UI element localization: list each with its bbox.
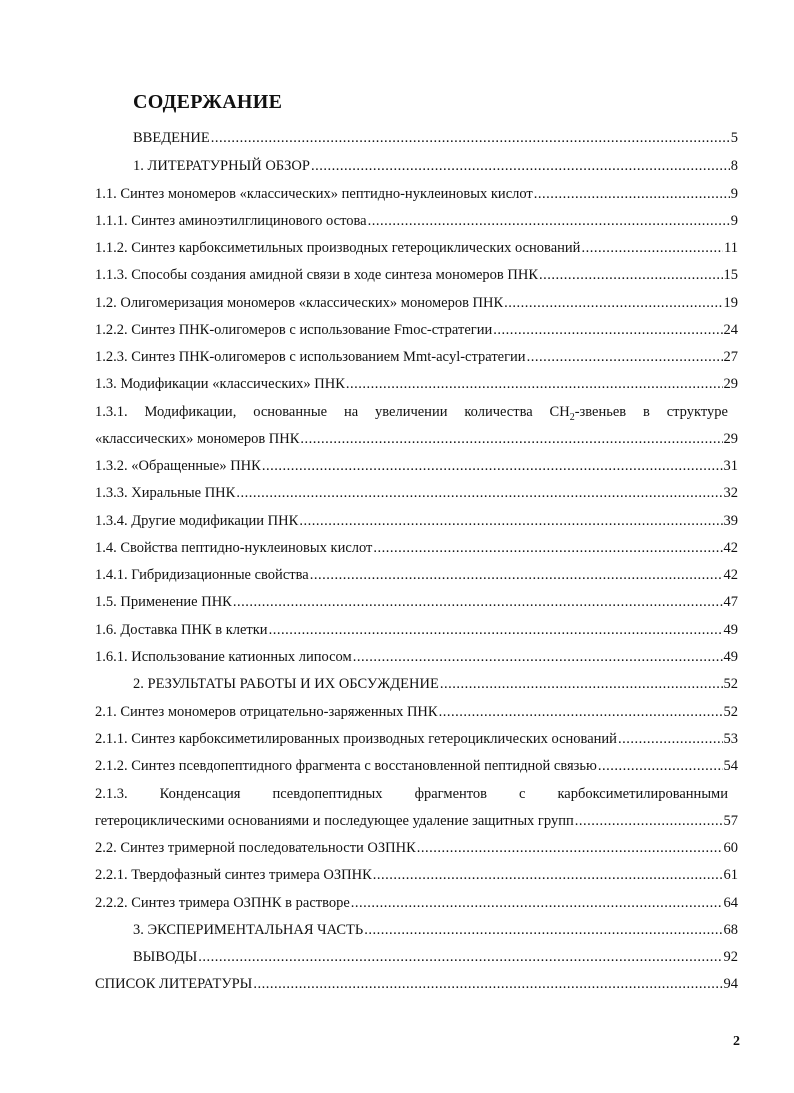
word: псевдопептидных [272,786,383,802]
toc-entry-label: «классических» мономеров ПНК [95,431,300,447]
toc-entry-page: 49 [723,622,738,638]
formula-suffix: -звеньев [574,404,627,420]
toc-entry[interactable] [95,730,738,748]
toc-entry-page: 8 [730,158,738,174]
dot-leader [575,812,723,830]
toc-entry[interactable] [133,921,738,939]
toc-entry-label: 1.3.4. Другие модификации ПНК [95,513,299,529]
dot-leader [233,593,723,611]
toc-entry-label: 2.1.2. Синтез псевдопептидного фрагмента с восстановленной пептидной связью [95,758,597,774]
toc-entry-page: 60 [723,840,738,856]
dot-leader [262,457,723,475]
toc-entry[interactable] [95,484,738,502]
toc-entry[interactable] [95,375,738,393]
toc-entry-label: 1.6. Доставка ПНК в клетки [95,622,268,638]
toc-entry[interactable] [95,866,738,884]
toc-entry-label: 1.5. Применение ПНК [95,594,232,610]
toc-entry-label: 2.2.2. Синтез тримера ОЗПНК в растворе [95,895,350,911]
dot-leader [493,321,722,339]
dot-leader [211,129,730,147]
toc-entry-label: 1.1. Синтез мономеров «классических» пептидно-нуклеиновых кислот [95,186,533,202]
toc-entry[interactable] [95,648,738,666]
dot-leader [539,266,722,284]
toc-entry[interactable] [95,212,738,230]
toc-entry-page: 24 [723,322,738,338]
toc-entry[interactable] [95,185,738,203]
dot-leader [527,348,723,366]
toc-entry-page: 68 [723,922,738,938]
toc-entry-label: СПИСОК ЛИТЕРАТУРЫ [95,976,253,992]
toc-entry-page: 49 [723,649,738,665]
toc-entry-page: 27 [723,349,738,365]
dot-leader [253,975,722,993]
toc-entry-label: 1.1.2. Синтез карбоксиметильных производных гетероциклических оснований [95,240,581,256]
formula-ch: CH [549,404,570,420]
dot-leader [581,239,723,257]
toc-entry-page: 47 [723,594,738,610]
dot-leader [353,648,723,666]
word: увеличении [375,404,448,420]
dot-leader [368,212,730,230]
toc-entry-page: 29 [723,431,738,447]
toc-entry-page: 19 [723,295,738,311]
toc-entry-page: 61 [723,867,738,883]
toc-entry-page: 9 [730,213,738,229]
toc-entry-label: ВЫВОДЫ [133,949,198,965]
word: на [343,404,359,420]
toc-entry-label: 1. ЛИТЕРАТУРНЫЙ ОБЗОР [133,158,310,174]
dot-leader [299,512,722,530]
toc-entry[interactable] [95,294,738,312]
toc-entry-label: 1.4. Свойства пептидно-нуклеиновых кислот [95,540,373,556]
word: 2.1.3. [95,786,128,802]
toc-entry-page: 64 [723,895,738,911]
toc-entry-label: 2.1.1. Синтез карбоксиметилированных производных гетероциклических оснований [95,731,617,747]
toc-entry[interactable] [133,948,738,966]
word: в [643,404,650,420]
toc-entry-label: ВВЕДЕНИЕ [133,130,210,146]
toc-entry-page: 15 [723,267,738,283]
toc-entry[interactable] [95,430,738,448]
dot-leader [300,430,722,448]
toc-entry-label: 1.1.3. Способы создания амидной связи в ходе синтеза мономеров ПНК [95,267,539,283]
toc-entry[interactable] [95,266,738,284]
toc-entry-wrapped-line[interactable] [95,403,728,427]
dot-leader [618,730,723,748]
dot-leader [198,948,722,966]
toc-entry-page: 92 [723,949,738,965]
toc-entry-page: 11 [724,240,738,256]
word-with-subscript [550,403,627,427]
word: с [519,786,526,802]
toc-entry-page: 9 [730,186,738,202]
toc-entry-label: 1.6.1. Использование катионных липосом [95,649,352,665]
toc-entry[interactable] [133,129,738,147]
toc-entry[interactable] [95,321,738,339]
toc-entry-page: 42 [723,567,738,583]
toc-entry[interactable] [95,348,738,366]
toc-entry-wrapped-line[interactable] [95,785,728,803]
dot-leader [311,157,730,175]
toc-entry[interactable] [133,157,738,175]
page-title: СОДЕРЖАНИЕ [133,91,283,113]
dot-leader [417,839,723,857]
word: карбоксиметилированными [557,786,728,802]
dot-leader [364,921,722,939]
dot-leader [346,375,723,393]
toc-entry[interactable] [95,239,738,257]
toc-entry[interactable] [95,839,738,857]
word: структуре [666,404,728,420]
dot-leader [598,757,723,775]
toc-entry[interactable] [95,621,738,639]
word: Модификации, [144,404,237,420]
toc-entry[interactable] [95,457,738,475]
word: Конденсация [159,786,241,802]
toc-entry-page: 31 [723,458,738,474]
dot-leader [310,566,723,584]
toc-entry-page: 42 [723,540,738,556]
toc-entry-label: 2.2.1. Твердофазный синтез тримера ОЗПНК [95,867,372,883]
toc-entry-label: 2. РЕЗУЛЬТАТЫ РАБОТЫ И ИХ ОБСУЖДЕНИЕ [133,676,439,692]
toc-entry-page: 39 [723,513,738,529]
toc-entry-label: 3. ЭКСПЕРИМЕНТАЛЬНАЯ ЧАСТЬ [133,922,364,938]
toc-entry[interactable] [95,812,738,830]
dot-leader [351,894,723,912]
toc-entry-label: 1.3. Модификации «классических» ПНК [95,376,345,392]
dot-leader [440,675,723,693]
dot-leader [373,539,722,557]
word: 1.3.1. [95,404,128,420]
dot-leader [269,621,723,639]
toc-entry-page: 53 [723,731,738,747]
toc-entry[interactable] [95,512,738,530]
dot-leader [504,294,722,312]
toc-entry[interactable] [95,593,738,611]
toc-entry-page: 57 [723,813,738,829]
dot-leader [236,484,722,502]
formula-subscript: 2 [569,411,575,423]
toc-entry-page: 5 [730,130,738,146]
toc-entry-label: 2.2. Синтез тримерной последовательности ОЗПНК [95,840,416,856]
toc-entry-page: 52 [723,676,738,692]
toc-entry[interactable] [95,894,738,912]
dot-leader [534,185,730,203]
word: основанные [253,404,328,420]
toc-entry[interactable] [95,703,738,721]
page-number: 2 [733,1034,740,1049]
toc-entry-label: 1.1.1. Синтез аминоэтилглицинового остова [95,213,367,229]
toc-entry-page: 52 [723,704,738,720]
toc-entry-label: 1.3.3. Хиральные ПНК [95,485,236,501]
toc-entry-label: гетероциклическими основаниями и последующее удаление защитных групп [95,813,574,829]
toc-entry-page: 94 [723,976,738,992]
toc-entry[interactable] [95,539,738,557]
toc-entry-label: 1.2. Олигомеризация мономеров «классических» мономеров ПНК [95,295,504,311]
toc-entry[interactable] [95,566,738,584]
toc-entry-label: 2.1. Синтез мономеров отрицательно-заряженных ПНК [95,704,438,720]
word: количества [464,404,533,420]
toc-entry-page: 54 [723,758,738,774]
toc-entry-label: 1.4.1. Гибридизационные свойства [95,567,309,583]
dot-leader [439,703,723,721]
toc-entry-page: 29 [723,376,738,392]
toc-entry-label: 1.2.3. Синтез ПНК-олигомеров с использованием Mmt-acyl-стратегии [95,349,526,365]
toc-entry-label: 1.2.2. Синтез ПНК-олигомеров с использование Fmoc-стратегии [95,322,493,338]
toc-entry-page: 32 [723,485,738,501]
toc-entry[interactable] [95,975,738,993]
toc-entry-label: 1.3.2. «Обращенные» ПНК [95,458,261,474]
dot-leader [373,866,723,884]
toc-entry[interactable] [133,675,738,693]
toc-entry[interactable] [95,757,738,775]
word: фрагментов [414,786,488,802]
